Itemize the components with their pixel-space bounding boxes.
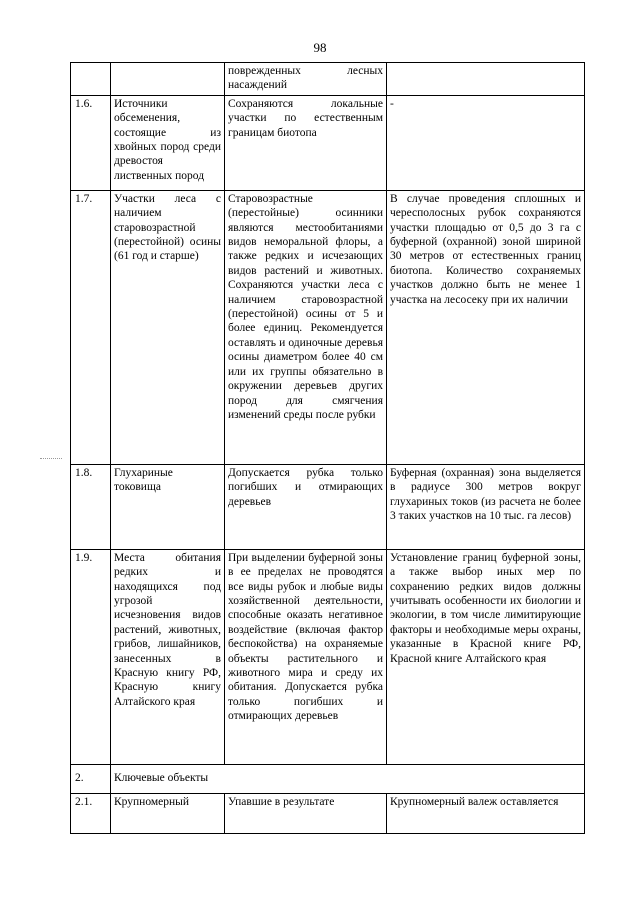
section-number: 2. — [71, 764, 111, 793]
row-number: 2.1. — [71, 793, 111, 833]
row-number: 1.8. — [71, 464, 111, 549]
measure-text: Сохраняются локальные участки по естественным границам биотопа — [225, 95, 387, 190]
note-text — [387, 63, 585, 96]
note-text: Установление границ буферной зоны, а также выбор иных мер по сохранению редких видов должны учитывать особенности их биологии и экологии, в том числе лимитирующие факторы и необходимые меры охраны, указанные в Красной книге РФ, Красной книге Алтайского края — [387, 549, 585, 764]
section-title: Ключевые объекты — [111, 764, 585, 793]
measure-text: Старовозрастные (перестойные) осинники являются местообитаниями видов неморальной флоры, а также редких и исчезающих видов растений и животных. Сохраняются участки леса с наличием старовозрастной (перестойной) осины от 5 и более единиц. Рекомендуется оставлять и одиночные деревья осины диаметром более 40 см или их группы обязательно в окружении деревьев других пород для смягчения изменений среды после рубки — [225, 190, 387, 464]
object-name: Места обитания редких и находящихся под угрозой исчезновения видов растений, животных, грибов, лишайников, занесенных в Красную книгу РФ, Красную книгу Алтайского края — [111, 549, 225, 764]
measure-text: При выделении буферной зоны в ее пределах не проводятся все виды рубок и любые виды хозяйственной деятельности, способные оказать негативное воздействие (включая фактор беспокойства) на охраняемые объекты растительного и животного мира и среду их обитания. Допускается рубка только погибших и отмирающих деревьев — [225, 549, 387, 764]
measure-text: поврежденных лесных насаждений — [225, 63, 387, 96]
object-name: Крупномерный — [111, 793, 225, 833]
note-text: В случае проведения сплошных и чересполосных рубок сохраняются участки площадью от 0,5 до 3 га с буферной (охранной) зоной шириной 30 метров от естественных границ биотопа. Количество сохраняемых участков должно быть не менее 1 участка на лесосеку при их наличии — [387, 190, 585, 464]
object-name: Источники обсеменения, состоящие из хвойных пород среди древостоя лиственных пород — [111, 95, 225, 190]
note-text: Крупномерный валеж оставляется — [387, 793, 585, 833]
note-text: - — [387, 95, 585, 190]
measures-table — [70, 62, 585, 834]
row-number: 1.9. — [71, 549, 111, 764]
measure-text: Допускается рубка только погибших и отмирающих деревьев — [225, 464, 387, 549]
table-row — [71, 63, 585, 96]
margin-mark — [40, 458, 62, 459]
row-number: 1.6. — [71, 95, 111, 190]
object-name — [111, 63, 225, 96]
row-number: 1.7. — [71, 190, 111, 464]
page-number: 98 — [313, 40, 327, 55]
table-row — [71, 190, 585, 464]
table-row — [71, 464, 585, 549]
note-text: Буферная (охранная) зона выделяется в радиусе 300 метров вокруг глухариных токов (из расчета не более 3 таких участков на 10 тыс. га лесов) — [387, 464, 585, 549]
row-number — [71, 63, 111, 96]
table-row — [71, 793, 585, 833]
object-name: Участки леса с наличием старовозрастной (перестойной) осины (61 год и старше) — [111, 190, 225, 464]
measure-text: Упавшие в результате — [225, 793, 387, 833]
table-row — [71, 549, 585, 764]
table-row — [71, 95, 585, 190]
section-row — [71, 764, 585, 793]
object-name: Глухариные токовища — [111, 464, 225, 549]
